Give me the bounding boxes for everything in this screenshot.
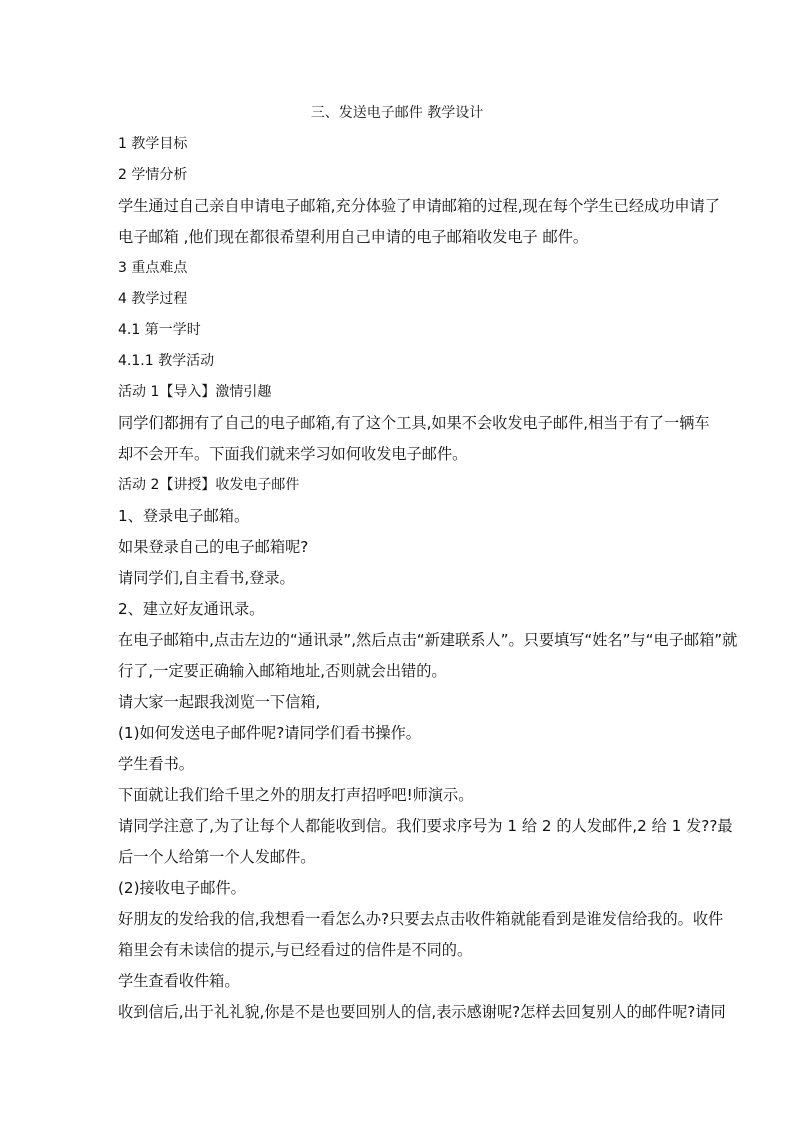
paragraph-line: 箱里会有未读信的提示,与已经看过的信件是不同的。 — [118, 941, 473, 959]
heading-teaching-goals: 1 教学目标 — [118, 136, 188, 152]
paragraph-line: 学生通过自己亲自申请电子邮箱,充分体验了申请邮箱的过程,现在每个学生已经成功申请了 — [118, 197, 720, 215]
paragraph-line: 学生看书。 — [118, 755, 194, 773]
paragraph-line: (1)如何发送电子邮件呢?请同学们看书操作。 — [118, 724, 421, 742]
paragraph-line: 好朋友的发给我的信,我想看一看怎么办?只要去点击收件箱就能看到是谁发信给我的。收件 — [118, 910, 724, 928]
paragraph-line: 请大家一起跟我浏览一下信箱, — [118, 693, 321, 711]
paragraph-line: 行了,一定要正确输入邮箱地址,否则就会出错的。 — [118, 662, 447, 680]
paragraph-line: 收到信后,出于礼礼貌,你是不是也要回别人的信,表示感谢呢?怎样去回复别人的邮件呢?请同 — [118, 1003, 726, 1021]
paragraph-line: 后一个人给第一个人发邮件。 — [118, 848, 316, 866]
paragraph-line: (2)接收电子邮件。 — [118, 879, 246, 897]
heading-teaching-process: 4 教学过程 — [118, 291, 188, 307]
paragraph-line: 请同学们,自主看书,登录。 — [118, 569, 295, 587]
activity-1-heading: 活动 1【导入】激情引趣 — [118, 384, 272, 400]
heading-teaching-activities: 4.1.1 教学活动 — [118, 353, 215, 369]
heading-key-points: 3 重点难点 — [118, 260, 188, 276]
heading-learner-analysis: 2 学情分析 — [118, 167, 188, 183]
paragraph-line: 如果登录自己的电子邮箱呢? — [118, 538, 309, 556]
step-2-heading: 2、建立好友通讯录。 — [118, 600, 265, 618]
heading-first-period: 4.1 第一学时 — [118, 322, 201, 338]
document-title: 三、发送电子邮件 教学设计 — [310, 105, 484, 121]
activity-2-heading: 活动 2【讲授】收发电子邮件 — [118, 477, 300, 493]
paragraph-line: 下面就让我们给千里之外的朋友打声招呼吧!师演示。 — [118, 786, 474, 804]
paragraph-line: 在电子邮箱中,点击左边的“通讯录”,然后点击“新建联系人”。只要填写“姓名”与“电子邮箱”就 — [118, 631, 738, 649]
step-1-heading: 1、登录电子邮箱。 — [118, 507, 250, 525]
paragraph-line: 请同学注意了,为了让每个人都能收到信。我们要求序号为 1 给 2 的人发邮件,2 给 1 发??最 — [118, 817, 733, 835]
paragraph-line: 电子邮箱 ,他们现在都很希望利用自己申请的电子邮箱收发电子 邮件。 — [118, 228, 589, 246]
paragraph-line: 学生查看收件箱。 — [118, 972, 240, 990]
paragraph-line: 同学们都拥有了自己的电子邮箱,有了这个工具,如果不会收发电子邮件,相当于有了一辆车 — [118, 414, 710, 432]
paragraph-line: 却不会开车。下面我们就来学习如何收发电子邮件。 — [118, 445, 468, 463]
